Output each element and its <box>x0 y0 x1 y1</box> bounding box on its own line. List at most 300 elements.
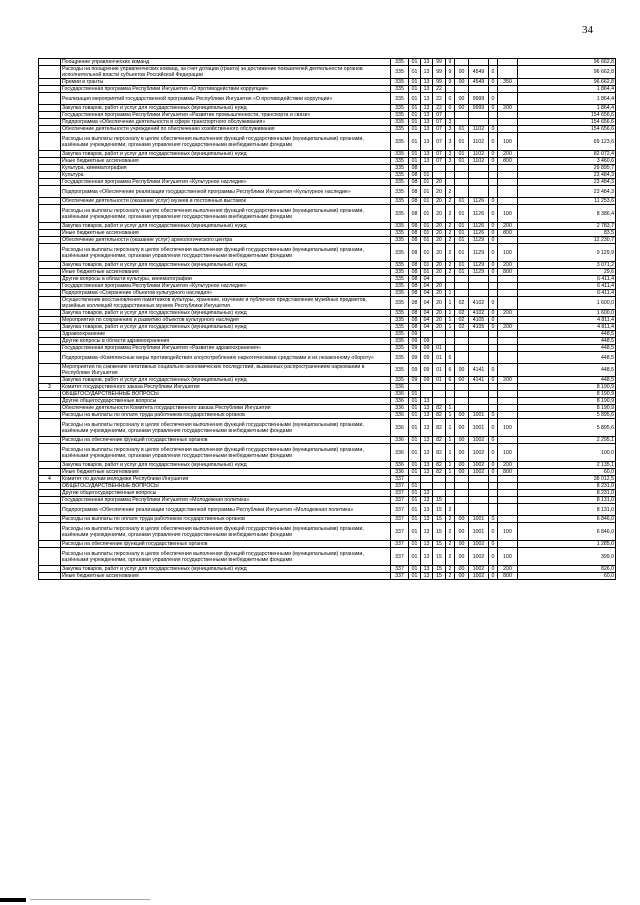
row-suffix-code: 0 <box>489 541 498 548</box>
row-name: Закупка товаров, работ и услуг для государственных (муниципальных) нужд <box>61 377 391 384</box>
row-suffix-code: 0 <box>489 566 498 573</box>
table-row <box>39 317 616 324</box>
row-ministry-code: 337 <box>391 483 409 490</box>
row-event-code <box>455 476 469 483</box>
row-ministry-code: 335 <box>391 86 409 93</box>
row-expense-type-code <box>498 112 518 119</box>
row-number <box>39 165 61 172</box>
row-amount: 8 386,4 <box>518 205 616 223</box>
row-number <box>39 230 61 237</box>
table-row <box>39 165 616 172</box>
row-subprogram-code: 1 <box>446 462 455 469</box>
row-name: ОБЩЕГОСУДАРСТВЕННЫЕ ВОПРОСЫ <box>61 391 391 398</box>
budget-table <box>38 58 616 580</box>
row-suffix-code: 0 <box>489 223 498 230</box>
row-number <box>39 283 61 290</box>
row-expense-type-code <box>498 172 518 179</box>
row-subprogram-code: 6 <box>446 377 455 384</box>
row-number <box>39 223 61 230</box>
row-ministry-code: 335 <box>391 297 409 310</box>
row-event-code: 00 <box>455 516 469 523</box>
row-suffix-code: 0 <box>489 523 498 541</box>
row-suffix-code <box>489 283 498 290</box>
row-direction-code: 1002 <box>469 462 489 469</box>
row-program-code <box>433 391 446 398</box>
row-suffix-code <box>489 119 498 126</box>
row-ministry-code: 337 <box>391 523 409 541</box>
row-suffix-code: 0 <box>489 93 498 105</box>
row-subprogram-code: 6 <box>446 352 455 364</box>
row-suffix-code <box>489 391 498 398</box>
row-section-code: 01 <box>409 59 421 66</box>
row-subsection-code: 13 <box>421 105 433 112</box>
row-direction-code: 1002 <box>469 444 489 462</box>
row-expense-type-code: 200 <box>498 105 518 112</box>
row-program-code <box>433 338 446 345</box>
row-ministry-code: 335 <box>391 126 409 133</box>
table-row <box>39 462 616 469</box>
row-subsection-code: 04 <box>421 317 433 324</box>
row-amount: 9 129,9 <box>518 244 616 262</box>
row-ministry-code: 335 <box>391 310 409 317</box>
row-program-code: 20 <box>433 262 446 269</box>
row-suffix-code <box>489 112 498 119</box>
row-ministry-code: 336 <box>391 419 409 437</box>
row-subsection-code <box>421 476 433 483</box>
row-ministry-code: 335 <box>391 165 409 172</box>
row-number <box>39 86 61 93</box>
row-name: Обеспечение деятельности учреждений по обеспечению хозяйственного обслуживания <box>61 126 391 133</box>
row-direction-code: 4141 <box>469 377 489 384</box>
row-event-code: 00 <box>455 523 469 541</box>
row-program-code: 07 <box>433 119 446 126</box>
row-event-code: 01 <box>455 205 469 223</box>
row-subsection-code: 13 <box>421 490 433 497</box>
row-program-code: 82 <box>433 419 446 437</box>
row-expense-type-code: 100 <box>498 444 518 462</box>
row-program-code: 22 <box>433 86 446 93</box>
row-suffix-code: 0 <box>489 437 498 444</box>
row-amount: 6 846,0 <box>518 516 616 523</box>
row-suffix-code <box>489 186 498 198</box>
row-amount: 4 811,4 <box>518 317 616 324</box>
table-row <box>39 497 616 504</box>
row-section-code: 01 <box>409 412 421 419</box>
row-event-code <box>455 504 469 516</box>
row-program-code: 20 <box>433 269 446 276</box>
table-row <box>39 391 616 398</box>
row-section-code <box>409 384 421 391</box>
row-subsection-code: 01 <box>421 179 433 186</box>
row-section-code: 08 <box>409 290 421 297</box>
row-suffix-code: 0 <box>489 237 498 244</box>
row-number <box>39 391 61 398</box>
row-ministry-code: 337 <box>391 541 409 548</box>
row-subprogram-code: 1 <box>446 405 455 412</box>
row-event-code: 00 <box>455 93 469 105</box>
row-section-code: 01 <box>409 516 421 523</box>
row-amount: 96 662,8 <box>518 66 616 79</box>
row-direction-code: 1001 <box>469 412 489 419</box>
row-section-code: 01 <box>409 462 421 469</box>
row-subsection-code: 13 <box>421 523 433 541</box>
row-direction-code: 1002 <box>469 469 489 476</box>
row-direction-code: 1126 <box>469 223 489 230</box>
row-direction-code <box>469 483 489 490</box>
row-ministry-code: 337 <box>391 573 409 580</box>
scan-line <box>30 899 150 900</box>
row-program-code: 20 <box>433 283 446 290</box>
row-suffix-code: 0 <box>489 573 498 580</box>
row-direction-code <box>469 476 489 483</box>
row-ministry-code: 335 <box>391 133 409 151</box>
row-ministry-code: 335 <box>391 93 409 105</box>
row-number <box>39 566 61 573</box>
row-amount: 448,5 <box>518 364 616 377</box>
row-ministry-code: 335 <box>391 283 409 290</box>
row-program-code: 20 <box>433 198 446 205</box>
row-suffix-code: 0 <box>489 297 498 310</box>
row-name: Подпрограмма «Обеспечение деятельности в сфере транспортного обслуживания» <box>61 119 391 126</box>
row-direction-code <box>469 290 489 297</box>
row-amount: 8 190,9 <box>518 405 616 412</box>
row-section-code: 01 <box>409 523 421 541</box>
row-event-code: 02 <box>455 297 469 310</box>
row-program-code: 20 <box>433 186 446 198</box>
row-suffix-code: 0 <box>489 126 498 133</box>
row-direction-code: 1002 <box>469 541 489 548</box>
row-program-code: 01 <box>433 364 446 377</box>
row-expense-type-code: 100 <box>498 548 518 566</box>
row-suffix-code <box>489 290 498 297</box>
row-ministry-code: 337 <box>391 497 409 504</box>
row-ministry-code: 336 <box>391 412 409 419</box>
row-subsection-code <box>421 391 433 398</box>
table-row <box>39 244 616 262</box>
row-amount: 96 662,8 <box>518 59 616 66</box>
table-row <box>39 223 616 230</box>
row-event-code: 01 <box>455 262 469 269</box>
row-subprogram-code <box>446 165 455 172</box>
row-expense-type-code <box>498 490 518 497</box>
scan-mark <box>0 898 26 902</box>
table-row <box>39 490 616 497</box>
row-event-code: 00 <box>455 566 469 573</box>
row-suffix-code <box>489 476 498 483</box>
row-number <box>39 324 61 331</box>
row-subprogram-code: 6 <box>446 364 455 377</box>
row-section-code: 08 <box>409 223 421 230</box>
row-event-code: 00 <box>455 541 469 548</box>
page-number: 34 <box>582 24 593 36</box>
row-expense-type-code: 800 <box>498 158 518 165</box>
row-suffix-code: 0 <box>489 310 498 317</box>
row-number <box>39 419 61 437</box>
row-subsection-code: 13 <box>421 158 433 165</box>
row-suffix-code: 0 <box>489 412 498 419</box>
row-number <box>39 126 61 133</box>
row-subsection-code: 01 <box>421 262 433 269</box>
row-section-code: 01 <box>409 573 421 580</box>
row-number <box>39 93 61 105</box>
row-direction-code: 1129 <box>469 244 489 262</box>
row-program-code <box>433 490 446 497</box>
row-program-code: 20 <box>433 205 446 223</box>
row-subsection-code: 01 <box>421 172 433 179</box>
row-expense-type-code <box>498 384 518 391</box>
row-subsection-code: 13 <box>421 405 433 412</box>
row-subprogram-code: 1 <box>446 412 455 419</box>
row-number <box>39 133 61 151</box>
row-direction-code <box>469 179 489 186</box>
row-expense-type-code <box>498 283 518 290</box>
row-section-code: 08 <box>409 198 421 205</box>
row-amount: 2 135,1 <box>518 462 616 469</box>
row-suffix-code <box>489 405 498 412</box>
row-subprogram-code: 1 <box>446 469 455 476</box>
row-name: Закупка товаров, работ и услуг для государственных (муниципальных) нужд <box>61 310 391 317</box>
row-amount: 29,6 <box>518 269 616 276</box>
row-name: Государственная программа Республики Ингушетия «Развитие промышленности, транспорта и связи» <box>61 112 391 119</box>
row-expense-type-code: 200 <box>498 223 518 230</box>
row-expense-type-code: 200 <box>498 262 518 269</box>
row-subprogram-code: 2 <box>446 269 455 276</box>
row-program-code: 07 <box>433 158 446 165</box>
row-subprogram-code <box>446 276 455 283</box>
row-subprogram-code: 1 <box>446 444 455 462</box>
row-direction-code <box>469 405 489 412</box>
row-subsection-code: 13 <box>421 548 433 566</box>
row-ministry-code: 335 <box>391 230 409 237</box>
row-program-code: 99 <box>433 59 446 66</box>
row-expense-type-code <box>498 198 518 205</box>
row-direction-code: 4105 <box>469 324 489 331</box>
row-subprogram-code <box>446 476 455 483</box>
row-expense-type-code <box>498 86 518 93</box>
row-subprogram-code: 2 <box>446 541 455 548</box>
row-subprogram-code: 1 <box>446 437 455 444</box>
row-subsection-code: 04 <box>421 324 433 331</box>
row-name: Закупка товаров, работ и услуг для государственных (муниципальных) нужд <box>61 105 391 112</box>
table-row <box>39 172 616 179</box>
row-subsection-code: 13 <box>421 86 433 93</box>
row-direction-code <box>469 338 489 345</box>
row-subsection-code: 09 <box>421 364 433 377</box>
table-row <box>39 66 616 79</box>
row-subprogram-code: 2 <box>446 230 455 237</box>
row-number <box>39 276 61 283</box>
row-expense-type-code <box>498 179 518 186</box>
row-section-code: 08 <box>409 244 421 262</box>
row-program-code: 82 <box>433 412 446 419</box>
row-event-code <box>455 338 469 345</box>
row-section-code: 08 <box>409 205 421 223</box>
row-program-code <box>433 476 446 483</box>
row-direction-code: 1129 <box>469 262 489 269</box>
row-program-code <box>433 398 446 405</box>
row-direction-code: 1002 <box>469 548 489 566</box>
row-amount: 6 411,4 <box>518 283 616 290</box>
row-name: Культура <box>61 172 391 179</box>
table-row <box>39 419 616 437</box>
row-name: Другие общегосударственные вопросы <box>61 398 391 405</box>
row-expense-type-code <box>498 476 518 483</box>
row-subsection-code: 13 <box>421 59 433 66</box>
row-subprogram-code: 1 <box>446 324 455 331</box>
row-subsection-code: 13 <box>421 566 433 573</box>
row-name: Обеспечение деятельности (оказание услуг) музеев и постоянных выставок <box>61 198 391 205</box>
row-suffix-code: 0 <box>489 364 498 377</box>
table-row <box>39 205 616 223</box>
row-ministry-code: 335 <box>391 276 409 283</box>
row-event-code: 00 <box>455 377 469 384</box>
row-subsection-code: 13 <box>421 462 433 469</box>
row-event-code <box>455 59 469 66</box>
row-number <box>39 297 61 310</box>
row-event-code <box>455 172 469 179</box>
row-direction-code: 9999 <box>469 93 489 105</box>
row-expense-type-code: 800 <box>498 469 518 476</box>
row-suffix-code <box>489 276 498 283</box>
table-row <box>39 364 616 377</box>
row-name: Иные бюджетные ассигнования <box>61 573 391 580</box>
row-section-code: 01 <box>409 112 421 119</box>
row-subprogram-code <box>446 172 455 179</box>
row-suffix-code: 0 <box>489 151 498 158</box>
row-amount: 82 072,4 <box>518 151 616 158</box>
row-name: Расходы на обеспечение функций государственных органов <box>61 541 391 548</box>
row-expense-type-code: 200 <box>498 151 518 158</box>
row-name: Расходы на выплаты персоналу в целях обеспечения выполнения функций государственными (муниципальными) органами, казёнными учреждениями, органами управления государственными внебюджетными фондами <box>61 548 391 566</box>
row-number <box>39 331 61 338</box>
row-subprogram-code: 2 <box>446 566 455 573</box>
table-row <box>39 345 616 352</box>
row-section-code: 01 <box>409 405 421 412</box>
table-row <box>39 523 616 541</box>
row-subsection-code: 01 <box>421 198 433 205</box>
row-event-code: 02 <box>455 317 469 324</box>
row-ministry-code: 335 <box>391 105 409 112</box>
row-subprogram-code: 2 <box>446 223 455 230</box>
row-ministry-code: 335 <box>391 66 409 79</box>
row-amount: 6 846,0 <box>518 523 616 541</box>
row-program-code: 15 <box>433 566 446 573</box>
row-direction-code <box>469 186 489 198</box>
row-subprogram-code <box>446 331 455 338</box>
row-program-code: 20 <box>433 310 446 317</box>
row-event-code: 01 <box>455 151 469 158</box>
row-subprogram-code: 9 <box>446 59 455 66</box>
row-subsection-code: 13 <box>421 119 433 126</box>
row-subprogram-code: 2 <box>446 573 455 580</box>
row-name: Комитет государственного заказа Республики Ингушетия <box>61 384 391 391</box>
row-suffix-code: 0 <box>489 317 498 324</box>
row-number <box>39 412 61 419</box>
row-event-code: 00 <box>455 437 469 444</box>
table-row <box>39 412 616 419</box>
row-number <box>39 345 61 352</box>
row-ministry-code: 335 <box>391 352 409 364</box>
row-number <box>39 269 61 276</box>
row-direction-code: 1002 <box>469 566 489 573</box>
row-subsection-code: 13 <box>421 516 433 523</box>
row-expense-type-code: 800 <box>498 573 518 580</box>
table-row <box>39 384 616 391</box>
row-section-code: 01 <box>409 490 421 497</box>
row-suffix-code <box>489 165 498 172</box>
row-program-code: 82 <box>433 469 446 476</box>
row-ministry-code: 337 <box>391 548 409 566</box>
row-number <box>39 205 61 223</box>
row-section-code: 01 <box>409 437 421 444</box>
row-event-code: 00 <box>455 548 469 566</box>
row-name: Реализация мероприятий государственной программы Республики Ингушетия «О противодействии коррупции» <box>61 93 391 105</box>
row-expense-type-code <box>498 352 518 364</box>
row-ministry-code: 335 <box>391 158 409 165</box>
row-section-code: 09 <box>409 331 421 338</box>
row-expense-type-code <box>498 331 518 338</box>
row-subsection-code: 01 <box>421 223 433 230</box>
row-ministry-code: 335 <box>391 345 409 352</box>
row-subsection-code: 13 <box>421 398 433 405</box>
row-name: Государственная программа Республики Ингушетия «О противодействии коррупции» <box>61 86 391 93</box>
row-name: Расходы на выплаты персоналу в целях обеспечения выполнения функций государственными (муниципальными) органами, казёнными учреждениями, органами управления государственными внебюджетными фондами <box>61 444 391 462</box>
row-subsection-code: 04 <box>421 283 433 290</box>
row-amount: 60,0 <box>518 573 616 580</box>
row-program-code: 20 <box>433 290 446 297</box>
row-subprogram-code <box>446 391 455 398</box>
row-subsection-code: 13 <box>421 419 433 437</box>
row-ministry-code: 336 <box>391 469 409 476</box>
row-suffix-code <box>489 179 498 186</box>
row-amount: 69 123,6 <box>518 133 616 151</box>
row-amount: 38 012,5 <box>518 476 616 483</box>
row-amount: 448,5 <box>518 331 616 338</box>
row-name: ОБЩЕГОСУДАРСТВЕННЫЕ ВОПРОСЫ <box>61 483 391 490</box>
row-ministry-code: 335 <box>391 317 409 324</box>
row-section-code: 08 <box>409 310 421 317</box>
row-subsection-code: 09 <box>421 338 433 345</box>
row-number <box>39 119 61 126</box>
row-subprogram-code <box>446 283 455 290</box>
table-row <box>39 198 616 205</box>
table-row <box>39 237 616 244</box>
table-row <box>39 541 616 548</box>
row-suffix-code <box>489 352 498 364</box>
row-amount: 448,5 <box>518 377 616 384</box>
row-suffix-code <box>489 504 498 516</box>
row-name: Закупка товаров, работ и услуг для государственных (муниципальных) нужд <box>61 462 391 469</box>
row-subsection-code: 04 <box>421 310 433 317</box>
row-name: Поощрение управленческих команд <box>61 59 391 66</box>
row-event-code: 01 <box>455 230 469 237</box>
row-suffix-code: 0 <box>489 244 498 262</box>
row-name: Здравоохранение <box>61 331 391 338</box>
row-direction-code: 1129 <box>469 269 489 276</box>
row-event-code: 01 <box>455 237 469 244</box>
row-program-code: 15 <box>433 548 446 566</box>
row-amount: 5 895,6 <box>518 419 616 437</box>
row-name: Иные бюджетные ассигнования <box>61 230 391 237</box>
row-expense-type-code <box>498 364 518 377</box>
row-amount: 12 230,7 <box>518 237 616 244</box>
row-section-code: 01 <box>409 93 421 105</box>
row-number <box>39 352 61 364</box>
row-ministry-code: 335 <box>391 331 409 338</box>
row-subprogram-code <box>446 345 455 352</box>
row-event-code: 00 <box>455 573 469 580</box>
row-subsection-code: 13 <box>421 469 433 476</box>
